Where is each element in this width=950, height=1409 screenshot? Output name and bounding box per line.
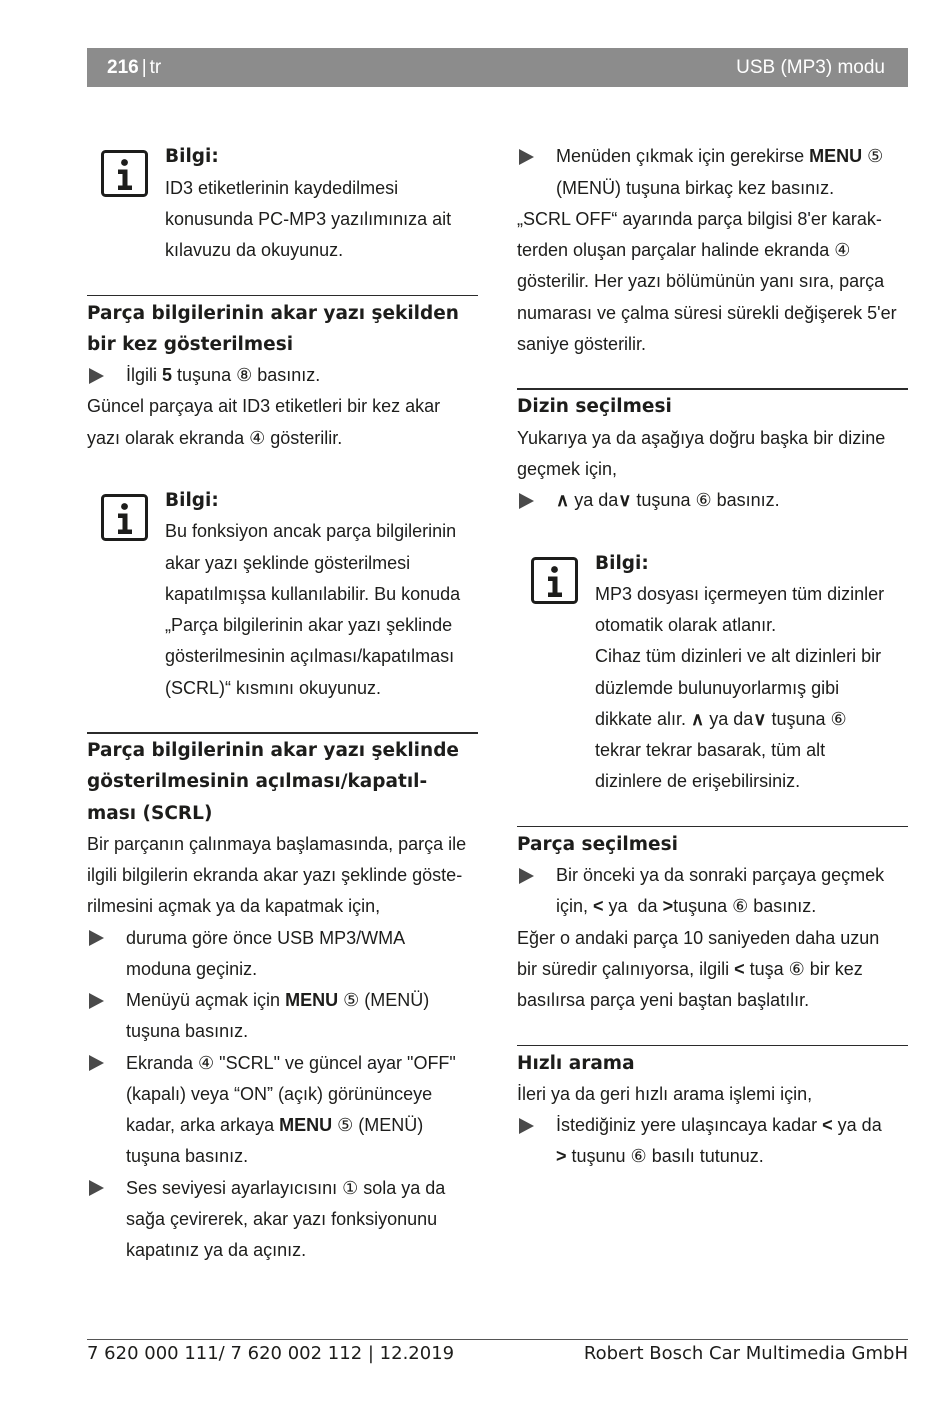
step-list	[87, 360, 478, 391]
publisher: Robert Bosch Car Multimedia GmbH	[583, 1343, 908, 1364]
paragraph-line	[87, 860, 478, 891]
note-text-line	[165, 610, 478, 641]
note-text-line	[165, 516, 478, 547]
text-segment: tuşuna ⑥ basınız.	[631, 490, 780, 511]
text-segment: moduna geçiniz.	[126, 958, 258, 979]
text-segment: dizinlere de erişebilirsiniz.	[595, 771, 801, 792]
emphasis-text: ∧	[691, 708, 705, 729]
instruction-step	[517, 860, 908, 923]
bullet-arrow-icon	[89, 930, 104, 946]
emphasis-text: ∨	[753, 708, 767, 729]
bullet-arrow-icon	[89, 993, 104, 1009]
emphasis-text: MENU	[285, 990, 339, 1011]
spacer	[87, 454, 478, 485]
step-text-line	[556, 1110, 908, 1141]
step-text-line	[126, 1235, 478, 1266]
text-segment: Parça seçilmesi	[517, 833, 678, 855]
footer-divider	[87, 1339, 908, 1340]
text-segment: gösterilir. Her yazı bölümünün yanı sıra, parça	[517, 271, 885, 292]
text-segment: bir süredir çalınıyorsa, ilgili	[517, 958, 735, 979]
bullet-arrow-icon	[519, 149, 534, 165]
section-divider	[517, 360, 908, 391]
instruction-step	[87, 1173, 478, 1267]
text-segment: Parça bilgilerinin akar yazı şeklinde	[87, 740, 459, 762]
text-segment: düzlemde bulunuyorlarmış gibi	[595, 677, 840, 698]
instruction-step	[517, 1110, 908, 1173]
note-title: Bilgi:	[595, 552, 649, 574]
page-header	[87, 48, 908, 87]
paragraph	[517, 1079, 908, 1110]
note-text-line	[595, 673, 908, 704]
text-segment: Ses seviyesi ayarlayıcısını ① sola ya da	[126, 1177, 446, 1198]
bullet-arrow-icon	[89, 1180, 104, 1196]
text-segment: İleri ya da geri hızlı arama işlemi için,	[517, 1083, 813, 1104]
text-segment: Parça bilgilerinin akar yazı şekilden	[87, 302, 459, 324]
step-text-line	[556, 891, 908, 922]
emphasis-text: <	[734, 958, 745, 979]
page-footer	[87, 1343, 908, 1365]
step-text-line	[556, 1141, 908, 1172]
paragraph-line	[517, 1079, 908, 1110]
heading-line	[87, 329, 478, 360]
paragraph-line	[87, 423, 478, 454]
document-numbers: 7 620 000 111/ 7 620 002 112 | 12.2019	[87, 1343, 455, 1364]
text-segment: ⑤ (MENÜ)	[338, 990, 430, 1011]
section-heading	[517, 391, 908, 422]
text-segment: ⑤	[862, 146, 884, 167]
note-text	[165, 516, 478, 704]
step-text-line	[556, 173, 908, 204]
paragraph-line	[517, 954, 908, 985]
heading-line	[517, 829, 908, 860]
text-segment: duruma göre önce USB MP3/WMA	[126, 927, 406, 948]
paragraph-line	[517, 235, 908, 266]
bullet-arrow-icon	[519, 868, 534, 884]
section-divider	[517, 798, 908, 829]
text-segment: gösterilmesinin açılması/kapatıl-	[87, 771, 428, 793]
step-text-line	[126, 1173, 478, 1204]
text-segment: konusunda PC-MP3 yazılımınıza ait	[165, 208, 452, 229]
step-text-line	[126, 1079, 478, 1110]
step-list	[87, 923, 478, 1267]
emphasis-text: ∨	[618, 490, 632, 511]
text-segment: Yukarıya ya da aşağıya doğru başka bir dizine	[517, 427, 886, 448]
paragraph-line	[517, 423, 908, 454]
heading-line	[87, 298, 478, 329]
section-divider	[87, 266, 478, 297]
header-separator: |	[141, 57, 147, 78]
section-title: USB (MP3) modu	[736, 57, 885, 78]
text-segment: yazı olarak ekranda ④ gösterilir.	[87, 427, 343, 448]
text-segment: akar yazı şeklinde gösterilmesi	[165, 552, 411, 573]
note-text-line	[165, 579, 478, 610]
text-segment: Ekranda ④ "SCRL" ve güncel ayar "OFF"	[126, 1052, 456, 1073]
text-segment: ⑤ (MENÜ)	[332, 1115, 424, 1136]
heading-line	[87, 766, 478, 797]
paragraph-line	[517, 298, 908, 329]
right-column	[517, 141, 908, 1172]
info-note	[87, 141, 478, 266]
step-text-line	[126, 360, 478, 391]
text-segment: tuşuna ⑧ basınız.	[172, 365, 321, 386]
text-segment: ya da	[704, 708, 754, 729]
section-heading	[517, 829, 908, 860]
note-text-line	[595, 735, 908, 766]
section-heading	[87, 735, 478, 829]
emphasis-text: <	[593, 896, 604, 917]
section-heading	[517, 1048, 908, 1079]
info-icon	[101, 150, 148, 197]
text-segment: Hızlı arama	[517, 1052, 635, 1074]
text-segment: numarası ve çalma süresi sürekli değişerek 5'er	[517, 302, 897, 323]
note-text-line	[165, 204, 478, 235]
text-segment: saniye gösterilir.	[517, 333, 647, 354]
note-text-line	[165, 173, 478, 204]
text-segment: MP3 dosyası içermeyen tüm dizinler	[595, 583, 885, 604]
paragraph-line	[517, 923, 908, 954]
emphasis-text: 5	[162, 365, 173, 386]
emphasis-text: MENU	[279, 1115, 333, 1136]
text-segment: Cihaz tüm dizinleri ve alt dizinleri bir	[595, 646, 882, 667]
text-segment: İstediğiniz yere ulaşıncaya kadar	[556, 1115, 823, 1136]
text-segment: geçmek için,	[517, 458, 618, 479]
text-segment: kılavuzu da okuyunuz.	[165, 240, 344, 261]
paragraph	[517, 923, 908, 1017]
paragraph-line	[517, 329, 908, 360]
text-segment: İlgili	[126, 365, 163, 386]
info-note	[87, 485, 478, 704]
paragraph-line	[517, 985, 908, 1016]
step-text-line	[126, 1016, 478, 1047]
text-segment: Güncel parçaya ait ID3 etiketleri bir kez akar	[87, 396, 441, 417]
step-text-line	[126, 1048, 478, 1079]
text-segment: rilmesini açmak ya da kapatmak için,	[87, 896, 381, 917]
text-segment: sağa çevirerek, akar yazı fonksiyonunu	[126, 1208, 438, 1229]
emphasis-text: >	[662, 896, 674, 917]
text-segment: Dizin seçilmesi	[517, 396, 672, 418]
text-segment: ilgili bilgilerin ekranda akar yazı şeklinde göste-	[87, 865, 463, 886]
instruction-step	[87, 1048, 478, 1173]
text-segment: tuşuna ⑥	[766, 708, 847, 729]
step-list	[517, 1110, 908, 1173]
paragraph-line	[517, 266, 908, 297]
instruction-step	[87, 985, 478, 1048]
text-segment: kapatınız ya da açınız.	[126, 1240, 307, 1261]
info-icon	[101, 494, 148, 541]
paragraph-line	[87, 829, 478, 860]
step-text-line	[126, 1110, 478, 1141]
bullet-arrow-icon	[519, 1118, 534, 1134]
heading-line	[517, 1048, 908, 1079]
paragraph-line	[87, 891, 478, 922]
text-segment: „SCRL OFF“ ayarında parça bilgisi 8'er karak-	[517, 208, 882, 229]
bullet-arrow-icon	[89, 368, 104, 384]
text-segment: kapatılmışsa kullanılabilir. Bu konuda	[165, 583, 461, 604]
text-segment: „Parça bilgilerinin akar yazı şeklinde	[165, 615, 453, 636]
text-segment: tuşa ⑥ bir kez	[744, 958, 863, 979]
emphasis-text: >	[556, 1146, 567, 1167]
text-segment: (MENÜ) tuşuna birkaç kez basınız.	[556, 177, 835, 198]
note-text-line	[165, 548, 478, 579]
section-divider	[517, 1016, 908, 1047]
note-text-line	[595, 704, 908, 735]
text-segment: kadar, arka arkaya	[126, 1115, 280, 1136]
text-segment: gösterilmesinin açılması/kapatılması	[165, 646, 455, 667]
note-text-line	[595, 641, 908, 672]
step-text-line	[126, 1204, 478, 1235]
heading-line	[87, 735, 478, 766]
bullet-arrow-icon	[519, 493, 534, 509]
step-list	[517, 860, 908, 923]
instruction-step	[517, 141, 908, 204]
paragraph	[517, 423, 908, 486]
text-segment: dikkate alır.	[595, 708, 692, 729]
text-segment: basılırsa parça yeni baştan başlatılır.	[517, 990, 810, 1011]
step-text-line	[556, 485, 908, 516]
paragraph	[517, 204, 908, 360]
info-note	[517, 548, 908, 798]
text-segment: (SCRL)“ kısmını okuyunuz.	[165, 677, 382, 698]
text-segment: Bu fonksiyon ancak parça bilgilerinin	[165, 521, 457, 542]
paragraph-line	[87, 391, 478, 422]
paragraph-line	[517, 454, 908, 485]
page-number: 216	[107, 57, 139, 78]
heading-line	[517, 391, 908, 422]
text-segment: terden oluşan parçalar halinde ekranda ④	[517, 240, 851, 261]
step-list	[517, 141, 908, 204]
text-segment: ya da	[832, 1115, 882, 1136]
instruction-step	[517, 485, 908, 516]
text-segment: Bir önceki ya da sonraki parçaya geçmek	[556, 865, 885, 886]
text-segment: (kapalı) veya “ON” (açık) görününceye	[126, 1083, 433, 1104]
note-text	[595, 579, 908, 798]
note-text-line	[165, 641, 478, 672]
step-list	[517, 485, 908, 516]
paragraph	[87, 391, 478, 454]
section-divider	[87, 704, 478, 735]
instruction-step	[87, 360, 478, 391]
step-text-line	[126, 954, 478, 985]
text-segment: ması (SCRL)	[87, 802, 213, 824]
note-title: Bilgi:	[165, 146, 219, 168]
emphasis-text: MENU	[809, 146, 863, 167]
info-icon	[531, 557, 578, 604]
step-text-line	[556, 141, 908, 172]
page-header-left	[107, 48, 161, 87]
step-text-line	[126, 923, 478, 954]
text-segment: ya da	[569, 490, 619, 511]
paragraph-line	[517, 204, 908, 235]
text-segment: tuşunu ⑥ basılı tutunuz.	[566, 1146, 764, 1167]
note-text-line	[595, 766, 908, 797]
heading-line	[87, 798, 478, 829]
section-heading	[87, 298, 478, 361]
step-text-line	[126, 1141, 478, 1172]
note-text-line	[595, 610, 908, 641]
bullet-arrow-icon	[89, 1055, 104, 1071]
text-segment: tuşuna basınız.	[126, 1021, 249, 1042]
instruction-step	[87, 923, 478, 986]
note-text	[165, 173, 478, 267]
text-segment: tekrar tekrar basarak, tüm alt	[595, 740, 826, 761]
step-text-line	[126, 985, 478, 1016]
text-segment: için,	[556, 896, 594, 917]
text-segment: ID3 etiketlerinin kaydedilmesi	[165, 177, 399, 198]
emphasis-text: <	[822, 1115, 833, 1136]
note-text-line	[165, 673, 478, 704]
note-title: Bilgi:	[165, 490, 219, 512]
text-segment: tuşuna basınız.	[126, 1146, 249, 1167]
emphasis-text: ∧	[556, 490, 570, 511]
text-segment: Eğer o andaki parça 10 saniyeden daha uzun	[517, 927, 880, 948]
text-segment: Menüyü açmak için	[126, 990, 286, 1011]
note-text-line	[595, 579, 908, 610]
text-segment: Bir parçanın çalınmaya başlamasında, parça ile	[87, 833, 467, 854]
left-column	[87, 141, 478, 1266]
text-segment: bir kez gösterilmesi	[87, 333, 294, 355]
text-segment: tuşuna ⑥ basınız.	[673, 896, 817, 917]
note-text-line	[165, 235, 478, 266]
step-text-line	[556, 860, 908, 891]
text-segment: otomatik olarak atlanır.	[595, 615, 777, 636]
spacer	[517, 516, 908, 547]
text-segment: Menüden çıkmak için gerekirse	[556, 146, 810, 167]
text-segment: ya da	[603, 896, 663, 917]
paragraph	[87, 829, 478, 923]
language-code: tr	[149, 57, 162, 78]
